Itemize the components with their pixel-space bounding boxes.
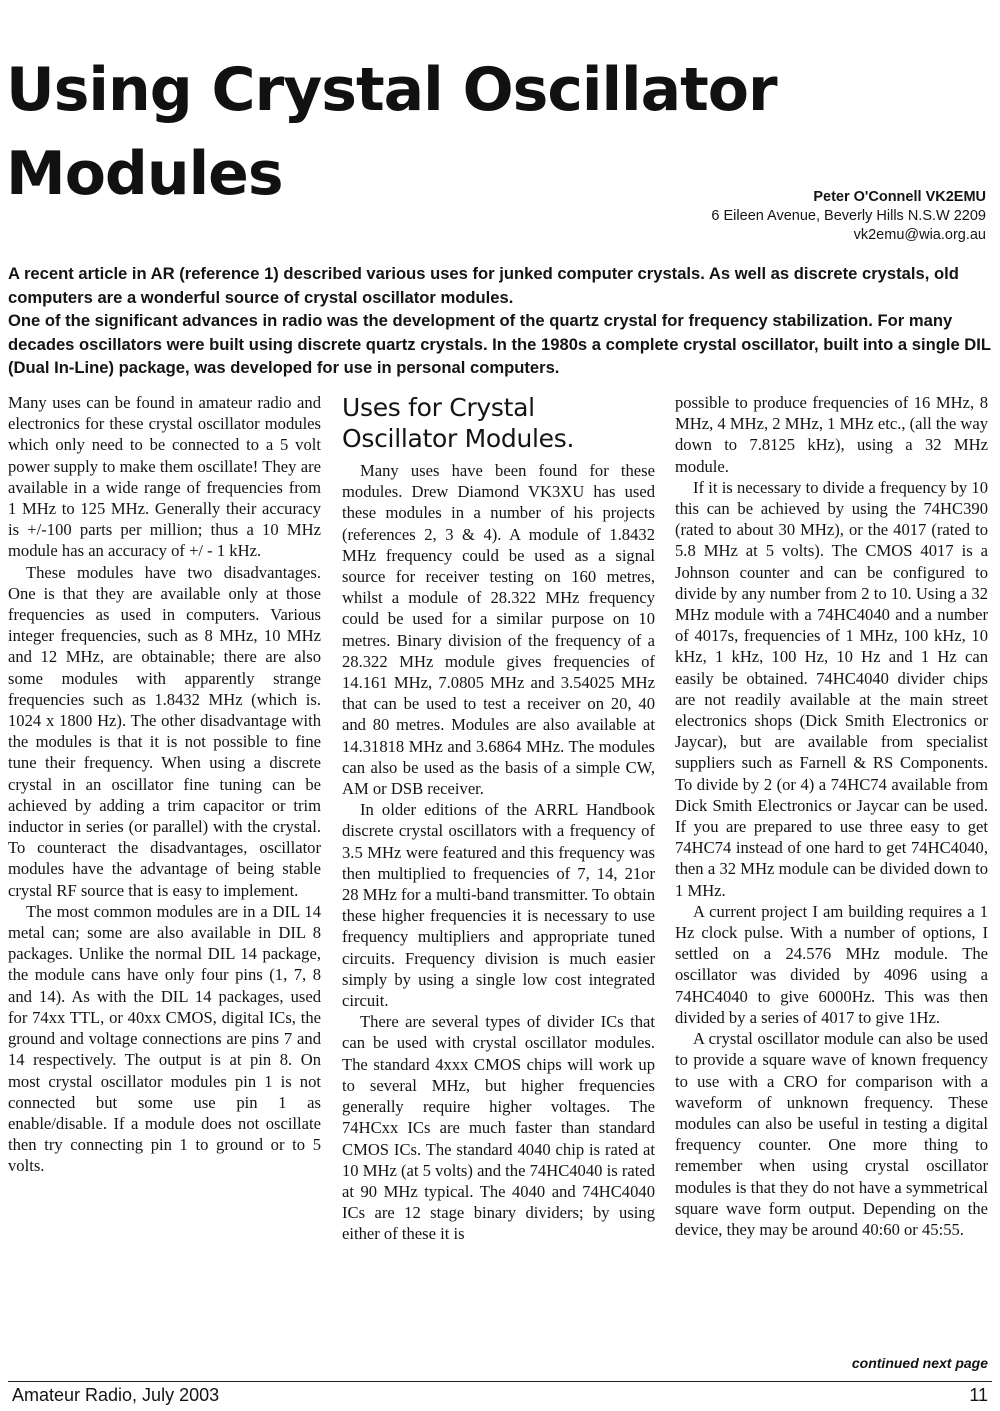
author-name: Peter O'Connell VK2EMU [813, 189, 986, 205]
column-2 [342, 392, 655, 1245]
body-paragraph: There are several types of divider ICs that can be used with crystal oscillator modules. The standard 4xxx CMOS chips will work up to several MHz, but higher frequencies generally require higher voltages. The 74HCxx ICs are much faster than standard CMOS ICs. The standard 4040 chip is rated at 10 MHz (at 5 volts) and the 74HC4040 is rated at 90 MHz typical. The 4040 and 74HC4040 ICs are 12 stage binary dividers; by using either of these it is [342, 1012, 655, 1244]
article-title-line1: Using Crystal Oscillator [6, 55, 777, 125]
body-paragraph: possible to produce frequencies of 16 MHz, 8 MHz, 4 MHz, 2 MHz, 1 MHz etc., (all the way down to 7.8125 kHz), using a 32 MHz module. [675, 393, 988, 476]
column-1 [8, 392, 321, 1177]
byline [711, 188, 986, 245]
body-paragraph: In older editions of the ARRL Handbook discrete crystal oscillators with a frequency of 3.5 MHz were featured and this frequency was then multiplied to frequencies of 7, 14, 21or 28 MHz for a multi-band transmitter. To obtain these higher frequencies it is necessary to use frequency multipliers and appropriate tuned circuits. Frequency division is much easier simply by using a single low cost integrated circuit. [342, 800, 655, 1011]
intro-paragraph-1: A recent article in AR (reference 1) described various uses for junked computer crystals. As well as discrete crystals, old computers are a wonderful source of crystal oscillator modules. [8, 264, 959, 307]
body-paragraph: Many uses have been found for these modules. Drew Diamond VK3XU has used these modules in a number of his projects (references 2, 3 & 4). A module of 1.8432 MHz frequency could be used as a signal source for receiver testing on 160 metres, whilst a module of 28.322 MHz frequency could be used for a similar purpose on 10 metres. Binary division of the frequency of a 28.322 MHz module gives frequencies of 14.161 MHz, 7.0805 MHz and 3.54025 MHz that can be used to test a receiver on 20, 40 and 80 metres. Modules are also available at 14.31818 MHz and 3.6864 MHz. The modules can also be used as the basis of a simple CW, AM or DSB receiver. [342, 461, 655, 799]
intro-paragraph-2: One of the significant advances in radio was the development of the quartz crystal for frequency stabilization. For many decades oscillators were built using discrete quartz crystals. In the 1980s a complete crystal oscillator, built into a single DIL (Dual In-Line) package, was developed for use in personal computers. [8, 311, 991, 377]
body-paragraph: The most common modules are in a DIL 14 metal can; some are also available in DIL 8 packages. Unlike the normal DIL 14 package, the module cans have only four pins (1, 7, 8 and 14). As with the DIL 14 packages, used for 74xx TTL, or 40xx CMOS, digital ICs, the ground and voltage connections are pins 7 and 14 respectively. The output is at pin 8. On most crystal oscillator modules pin 1 is not connected but some use pin 1 as enable/disable. If a module does not oscillate then try connecting pin 1 to ground or to 5 volts. [8, 901, 321, 1176]
intro-standfirst [8, 262, 992, 380]
section-heading: Uses for Crystal Oscillator Modules. [342, 393, 575, 453]
body-paragraph: If it is necessary to divide a frequency by 10 this can be achieved by using the 74HC390 (rated to about 30 MHz), or the 4017 (rated to 5.8 MHz at 5 volts). The CMOS 4017 is a Johnson counter and can be configured to divide by any number from 2 to 10. Using a 32 MHz module with a 74HC4040 and a number of 4017s, frequencies of 1 MHz, 100 kHz, 10 kHz, 1 kHz, 100 Hz, 10 Hz and 1 Hz can easily be obtained. 74HC4040 divider chips are not readily available at the main street electronics shops (Dick Smith Electronics or Jaycar), but are available from specialist suppliers such as Farnell & RS Components. To divide by 2 (or 4) a 74HC74 available from Dick Smith Electronics or Jaycar can be used. If you are prepared to use three easy to get 74HC74 instead of one hard to get 74HC4040, then a 32 MHz module can be divided down to 1 MHz. [675, 477, 988, 900]
author-address: 6 Eileen Avenue, Beverly Hills N.S.W 2209 [711, 208, 986, 224]
footer-divider [8, 1381, 992, 1382]
body-paragraph: These modules have two disadvantages. One is that they are available only at those frequencies as used in computers. Various integer frequencies, such as 8 MHz, 10 MHz and 12 MHz, are obtainable; there are also some modules with apparently strange frequencies such as 1.8432 MHz (which is. 1024 x 1800 Hz). The other disadvantage with the modules is that it is not possible to fine tune their frequency. When using a discrete crystal in an oscillator fine tuning can be achieved by adding a trim capacitor or trim inductor in series (or parallel) with the crystal. To counteract the disadvantages, oscillator modules have the advantage of being stable crystal RF source that is easy to implement. [8, 562, 321, 900]
column-3 [675, 392, 988, 1240]
body-paragraph: A current project I am building requires a 1 Hz clock pulse. With a number of options, I settled on a 24.576 MHz module. The oscillator was divided by 4096 using a 74HC4040 to give 6000Hz. This was then divided by a series of 4017 to give 1Hz. [675, 901, 988, 1027]
footer-publication: Amateur Radio, July 2003 [12, 1385, 220, 1405]
continued-note: continued next page [851, 1355, 988, 1371]
body-paragraph: A crystal oscillator module can also be used to provide a square wave of known frequency to use with a CRO for comparison with a waveform of unknown frequency. These modules can also be useful in testing a digital frequency counter. One more thing to remember when using crystal oscillator modules is that they do not have a symmetrical square wave form output. Depending on the device, they may be around 40:60 or 45:55. [675, 1029, 988, 1239]
author-email: vk2emu@wia.org.au [853, 227, 986, 243]
body-paragraph: Many uses can be found in amateur radio and electronics for these crystal oscillator modules which only need to be connected to a 5 volt power supply to make them oscillate! They are available in a wide range of frequencies from 1 MHz to 125 MHz. Generally their accuracy is +/-100 parts per million; thus a 10 MHz module has an accuracy of +/ - 1 kHz. [8, 393, 321, 561]
article-title-line2: Modules [6, 139, 283, 209]
footer-page-number: 11 [969, 1385, 988, 1405]
